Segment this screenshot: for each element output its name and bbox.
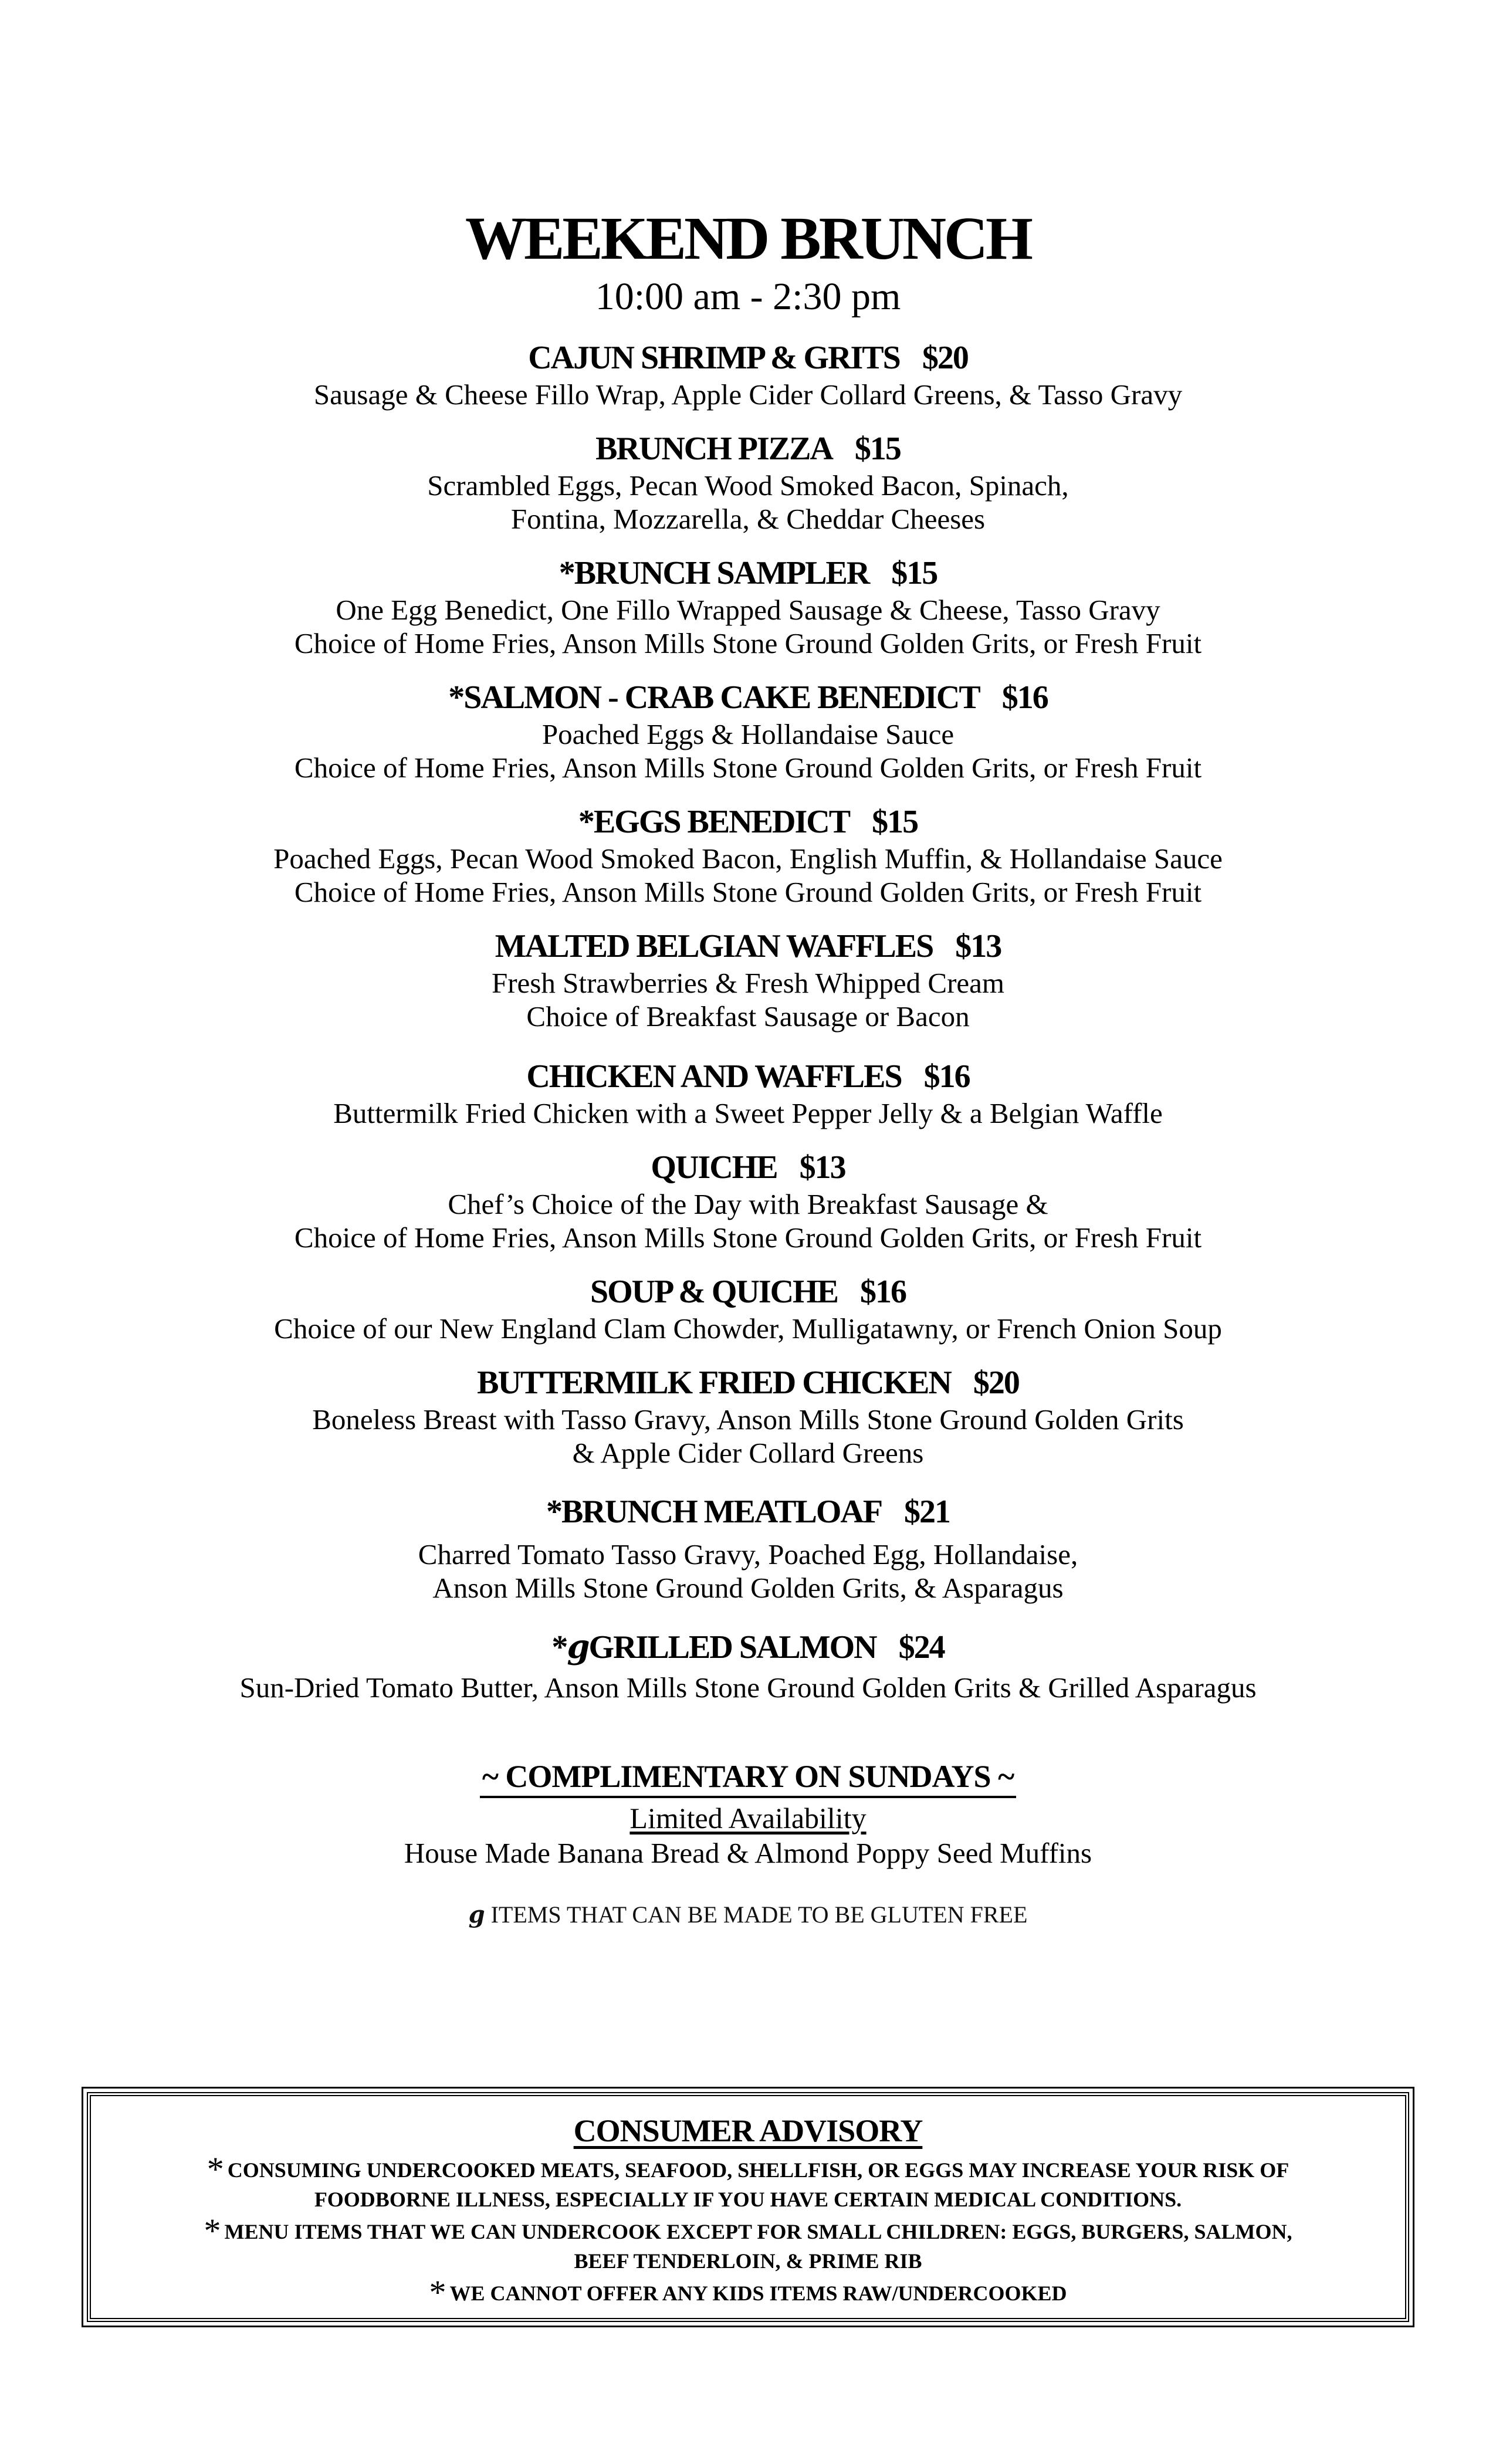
- item-name: *EGGS BENEDICT: [578, 804, 850, 840]
- asterisk-icon: *: [204, 2212, 221, 2250]
- item-name-star: *: [551, 1629, 567, 1666]
- menu-item-chicken-and-waffles: [0, 1057, 1496, 1130]
- advisory-text: WE CANNOT OFFER ANY KIDS ITEMS RAW/UNDERCOOKED: [449, 2282, 1067, 2305]
- item-description: Buttermilk Fried Chicken with a Sweet Pepper Jelly & a Belgian Waffle: [333, 1097, 1163, 1129]
- menu-item-buttermilk-fried-chicken: [0, 1363, 1496, 1470]
- gluten-free-note: [0, 1900, 1496, 1930]
- item-description: Choice of Breakfast Sausage or Bacon: [526, 1000, 970, 1033]
- item-description: Boneless Breast with Tasso Gravy, Anson Mills Stone Ground Golden Grits: [312, 1403, 1184, 1436]
- item-price: $16: [860, 1274, 906, 1310]
- advisory-text: BEEF TENDERLOIN, & PRIME RIB: [574, 2249, 922, 2273]
- menu-item-grilled-salmon: [0, 1627, 1496, 1704]
- menu-item-quiche: [0, 1148, 1496, 1254]
- menu-item-salmon-crab-cake-benedict: [0, 678, 1496, 784]
- menu-item-brunch-meatloaf: [0, 1492, 1496, 1605]
- asterisk-icon: *: [207, 2150, 224, 2188]
- item-name: *BRUNCH MEATLOAF: [546, 1494, 882, 1530]
- item-name: QUICHE: [651, 1149, 777, 1186]
- advisory-paragraph-1: [91, 2150, 1405, 2214]
- item-price: $20: [973, 1365, 1019, 1401]
- complimentary-subheading: Limited Availability: [629, 1802, 867, 1835]
- item-name: MALTED BELGIAN WAFFLES: [495, 928, 933, 964]
- item-price: $13: [955, 928, 1001, 964]
- item-name: SOUP & QUICHE: [590, 1274, 838, 1310]
- item-price: $15: [891, 555, 937, 591]
- item-name: BUTTERMILK FRIED CHICKEN: [477, 1365, 951, 1401]
- menu-item-brunch-pizza: [0, 429, 1496, 536]
- item-description: Poached Eggs, Pecan Wood Smoked Bacon, English Muffin, & Hollandaise Sauce: [273, 842, 1223, 875]
- item-description: Choice of Home Fries, Anson Mills Stone Ground Golden Grits, or Fresh Fruit: [294, 752, 1202, 784]
- item-description: Sausage & Cheese Fillo Wrap, Apple Cider Collard Greens, & Tasso Gravy: [313, 378, 1183, 411]
- item-description: Charred Tomato Tasso Gravy, Poached Egg, Hollandaise,: [418, 1538, 1078, 1571]
- item-description: One Egg Benedict, One Fillo Wrapped Sausage & Cheese, Tasso Gravy: [336, 594, 1160, 626]
- advisory-paragraph-2: [91, 2212, 1405, 2276]
- item-price: $13: [799, 1149, 845, 1186]
- item-description: Fresh Strawberries & Fresh Whipped Cream: [491, 967, 1005, 999]
- item-name: CAJUN SHRIMP & GRITS: [528, 340, 900, 376]
- advisory-heading: CONSUMER ADVISORY: [573, 2113, 923, 2148]
- item-description: Choice of Home Fries, Anson Mills Stone Ground Golden Grits, or Fresh Fruit: [294, 876, 1202, 908]
- brunch-hours: 10:00 am - 2:30 pm: [595, 275, 901, 318]
- item-price: $21: [904, 1494, 950, 1530]
- item-description: Anson Mills Stone Ground Golden Grits, & Asparagus: [432, 1572, 1064, 1604]
- menu-item-brunch-sampler: [0, 553, 1496, 660]
- item-name: *SALMON - CRAB CAKE BENEDICT: [448, 679, 980, 716]
- advisory-paragraph-3: [91, 2273, 1405, 2311]
- item-description: Chef’s Choice of the Day with Breakfast Sausage &: [448, 1188, 1048, 1220]
- complimentary-section: [0, 1758, 1496, 1871]
- menu-item-eggs-benedict: [0, 802, 1496, 909]
- complimentary-description: House Made Banana Bread & Almond Poppy Seed Muffins: [404, 1837, 1092, 1869]
- menu-items: [0, 338, 1496, 1704]
- complimentary-heading: ~ COMPLIMENTARY ON SUNDAYS ~: [480, 1758, 1016, 1798]
- gluten-free-note-text: ITEMS THAT CAN BE MADE TO BE GLUTEN FREE: [485, 1901, 1028, 1928]
- item-price: $15: [872, 804, 918, 840]
- advisory-text: FOODBORNE ILLNESS, ESPECIALLY IF YOU HAVE CERTAIN MEDICAL CONDITIONS.: [314, 2188, 1182, 2211]
- menu-title: WEEKEND BRUNCH: [465, 205, 1031, 272]
- asterisk-icon: *: [429, 2273, 446, 2311]
- item-description: Sun-Dried Tomato Butter, Anson Mills Stone Ground Golden Grits & Grilled Asparagus: [239, 1671, 1257, 1704]
- item-name: CHICKEN AND WAFFLES: [526, 1058, 902, 1095]
- item-price: $20: [922, 340, 968, 376]
- gluten-free-icon: g: [567, 1627, 589, 1666]
- item-name: GRILLED SALMON: [588, 1629, 876, 1666]
- advisory-text: MENU ITEMS THAT WE CAN UNDERCOOK EXCEPT FOR SMALL CHILDREN: EGGS, BURGERS, SALMON,: [224, 2220, 1292, 2243]
- item-name: *BRUNCH SAMPLER: [559, 555, 869, 591]
- menu-item-soup-and-quiche: [0, 1272, 1496, 1345]
- item-description: Poached Eggs & Hollandaise Sauce: [541, 718, 955, 750]
- advisory-text: CONSUMING UNDERCOOKED MEATS, SEAFOOD, SHELLFISH, OR EGGS MAY INCREASE YOUR RISK OF: [227, 2158, 1289, 2182]
- item-description: & Apple Cider Collard Greens: [572, 1437, 924, 1469]
- item-description: Choice of Home Fries, Anson Mills Stone Ground Golden Grits, or Fresh Fruit: [294, 1221, 1202, 1254]
- consumer-advisory-box: [87, 2092, 1409, 2322]
- item-description: Choice of our New England Clam Chowder, Mulligatawny, or French Onion Soup: [274, 1312, 1222, 1345]
- item-description: Fontina, Mozzarella, & Cheddar Cheeses: [510, 503, 986, 535]
- item-description: Choice of Home Fries, Anson Mills Stone Ground Golden Grits, or Fresh Fruit: [294, 627, 1202, 659]
- item-description: Scrambled Eggs, Pecan Wood Smoked Bacon, Spinach,: [427, 469, 1069, 502]
- item-price: $16: [923, 1058, 970, 1095]
- gluten-free-icon: g: [468, 1901, 485, 1928]
- item-price: $24: [898, 1629, 945, 1666]
- item-name: BRUNCH PIZZA: [595, 431, 832, 467]
- item-price: $16: [1001, 679, 1048, 716]
- menu-item-cajun-shrimp-grits: [0, 338, 1496, 411]
- menu-item-malted-belgian-waffles: [0, 926, 1496, 1033]
- item-price: $15: [854, 431, 901, 467]
